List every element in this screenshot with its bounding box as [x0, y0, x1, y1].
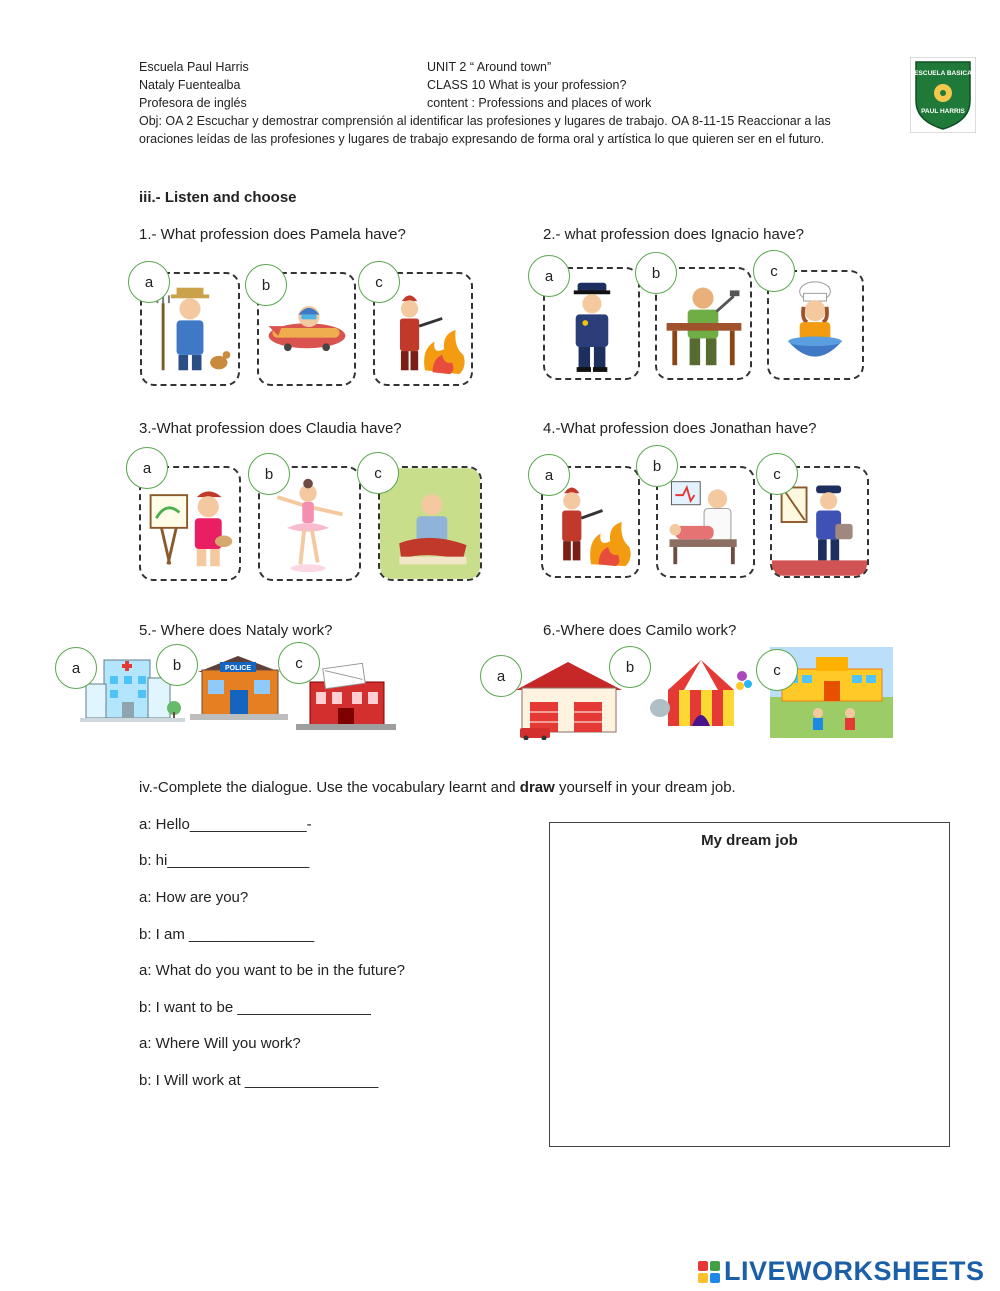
- q3-option-b-bubble[interactable]: b: [248, 453, 290, 495]
- q6-option-b-bubble[interactable]: b: [609, 646, 651, 688]
- question-2-text: 2.- what profession does Ignacio have?: [543, 226, 804, 243]
- q4-option-b-card[interactable]: [656, 466, 755, 578]
- dialogue-line-1[interactable]: a: Hello______________-: [139, 816, 312, 833]
- q3-option-a-bubble[interactable]: a: [126, 447, 168, 489]
- dream-job-title: My dream job: [701, 832, 798, 849]
- question-4-text: 4.-What profession does Jonathan have?: [543, 420, 817, 437]
- q3-option-c-bubble[interactable]: c: [357, 452, 399, 494]
- dialogue-line-2[interactable]: b: hi_________________: [139, 852, 310, 869]
- liveworksheets-logo: [698, 1256, 985, 1287]
- question-1-text: 1.- What profession does Pamela have?: [139, 226, 406, 243]
- q1-option-c-bubble[interactable]: c: [358, 261, 400, 303]
- q6-option-a-bubble[interactable]: a: [480, 655, 522, 697]
- section-iv-title: iv.-Complete the dialogue. Use the vocabulary learnt and draw yourself in your dream job.: [139, 779, 736, 796]
- circus-icon: [648, 654, 754, 730]
- logo-block: [710, 1261, 720, 1271]
- q4-option-a-bubble[interactable]: a: [528, 454, 570, 496]
- q5-option-b-image[interactable]: [190, 650, 288, 722]
- q6-option-c-bubble[interactable]: c: [756, 649, 798, 691]
- question-6-text: 6.-Where does Camilo work?: [543, 622, 737, 639]
- logo-block: [710, 1273, 720, 1283]
- q6-option-b-image[interactable]: [648, 654, 754, 730]
- police-station-icon: [190, 650, 288, 722]
- question-3-text: 3.-What profession does Claudia have?: [139, 420, 402, 437]
- logo-text: LIVEWORKSHEETS: [724, 1256, 985, 1286]
- question-5-text: 5.- Where does Nataly work?: [139, 622, 333, 639]
- dialogue-line-8[interactable]: b: I Will work at ________________: [139, 1072, 379, 1089]
- school-crest-logo: [910, 57, 976, 133]
- q1-option-a-bubble[interactable]: a: [128, 261, 170, 303]
- crest-bottom-text: PAUL HARRIS: [921, 108, 965, 115]
- logo-block: [698, 1261, 708, 1271]
- q5-option-b-bubble[interactable]: b: [156, 644, 198, 686]
- q1-option-b-bubble[interactable]: b: [245, 264, 287, 306]
- dialogue-line-3: a: How are you?: [139, 889, 249, 906]
- school-name: Escuela Paul Harris: [139, 60, 249, 74]
- unit-title: UNIT 2 “ Around town”: [427, 60, 552, 74]
- dream-job-drawing-box[interactable]: [549, 822, 950, 1147]
- logo-blocks-icon: [698, 1261, 720, 1283]
- content-title: content : Professions and places of work: [427, 96, 652, 110]
- dialogue-line-7: a: Where Will you work?: [139, 1035, 301, 1052]
- logo-block: [698, 1273, 708, 1283]
- doctor-icon: [658, 468, 753, 576]
- police-sign-text: POLICE: [224, 665, 252, 672]
- q5-option-a-bubble[interactable]: a: [55, 647, 97, 689]
- q5-option-c-bubble[interactable]: c: [278, 642, 320, 684]
- section-iii-title: iii.- Listen and choose: [139, 189, 297, 206]
- draw-emphasis: draw: [519, 779, 555, 796]
- q2-option-c-bubble[interactable]: c: [753, 250, 795, 292]
- dialogue-line-6[interactable]: b: I want to be ________________: [139, 999, 371, 1016]
- q2-option-a-bubble[interactable]: a: [528, 255, 570, 297]
- class-title: CLASS 10 What is your profession?: [427, 78, 627, 92]
- dialogue-line-4[interactable]: b: I am _______________: [139, 926, 315, 943]
- teacher-name: Nataly Fuentealba: [139, 78, 241, 92]
- crest-top-text: ESCUELA BASICA: [914, 70, 972, 77]
- q2-option-b-bubble[interactable]: b: [635, 252, 677, 294]
- q4-option-b-bubble[interactable]: b: [636, 445, 678, 487]
- objective-text: Obj: OA 2 Escuchar y demostrar comprensión al identificar las profesiones y lugares de trabajo. OA 8-11-15 Reaccionar a las oraciones leídas de las profesiones y lugares de trabajo expresando de forma oral y artística lo que quieren ser en el futuro.: [139, 114, 831, 146]
- teacher-role: Profesora de inglés: [139, 96, 247, 110]
- q4-option-c-bubble[interactable]: c: [756, 453, 798, 495]
- dialogue-line-5: a: What do you want to be in the future?: [139, 962, 406, 979]
